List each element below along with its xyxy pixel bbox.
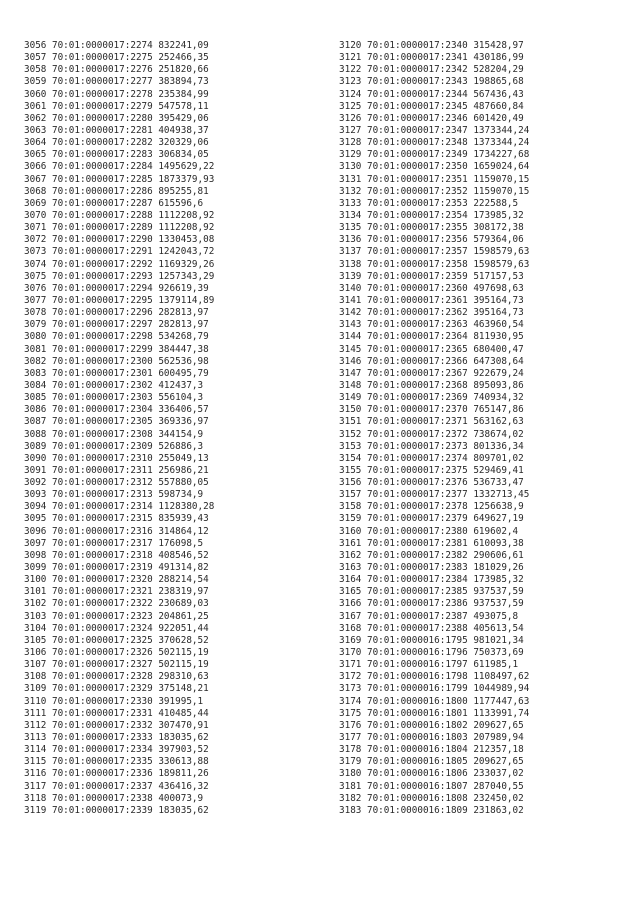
list-item: 3091 70:01:0000017:2311 256986,21 — [24, 464, 209, 476]
list-item: 3136 70:01:0000017:2356 579364,06 — [339, 234, 524, 246]
list-item: 3175 70:01:0000016:1801 1133991,74 — [339, 707, 530, 719]
list-item: 3071 70:01:0000017:2289 1112208,92 — [24, 222, 215, 234]
list-item: 3173 70:01:0000016:1799 1044989,94 — [339, 683, 530, 695]
list-item: 3103 70:01:0000017:2323 204861,25 — [24, 610, 209, 622]
list-item: 3176 70:01:0000016:1802 209627,65 — [339, 719, 524, 731]
list-item: 3162 70:01:0000017:2382 290606,61 — [339, 549, 524, 561]
list-item: 3105 70:01:0000017:2325 370628,52 — [24, 634, 209, 646]
list-item: 3111 70:01:0000017:2331 410485,44 — [24, 707, 209, 719]
list-item: 3147 70:01:0000017:2367 922679,24 — [339, 367, 524, 379]
list-item: 3163 70:01:0000017:2383 181029,26 — [339, 562, 524, 574]
list-item: 3058 70:01:0000017:2276 251820,66 — [24, 64, 209, 76]
list-item: 3171 70:01:0000016:1797 611985,1 — [339, 659, 519, 671]
list-item: 3062 70:01:0000017:2280 395429,06 — [24, 112, 209, 124]
left-column — [24, 40, 214, 817]
list-item: 3152 70:01:0000017:2372 738674,02 — [339, 428, 524, 440]
list-item: 3148 70:01:0000017:2368 895093,86 — [339, 379, 524, 391]
list-item: 3150 70:01:0000017:2370 765147,86 — [339, 404, 524, 416]
list-item: 3124 70:01:0000017:2344 567436,43 — [339, 88, 524, 100]
list-item: 3127 70:01:0000017:2347 1373344,24 — [339, 124, 530, 136]
list-item: 3076 70:01:0000017:2294 926619,39 — [24, 282, 209, 294]
list-item: 3145 70:01:0000017:2365 680400,47 — [339, 343, 524, 355]
list-item: 3164 70:01:0000017:2384 173985,32 — [339, 574, 524, 586]
list-item: 3061 70:01:0000017:2279 547578,11 — [24, 100, 209, 112]
list-item: 3114 70:01:0000017:2334 397903,52 — [24, 744, 209, 756]
list-item: 3073 70:01:0000017:2291 1242043,72 — [24, 246, 215, 258]
list-item: 3099 70:01:0000017:2319 491314,82 — [24, 562, 209, 574]
list-item: 3160 70:01:0000017:2380 619602,4 — [339, 525, 519, 537]
list-item: 3120 70:01:0000017:2340 315428,97 — [339, 40, 524, 51]
list-item: 3108 70:01:0000017:2328 298310,63 — [24, 671, 209, 683]
list-item: 3181 70:01:0000016:1807 287040,55 — [339, 780, 524, 792]
list-item: 3100 70:01:0000017:2320 288214,54 — [24, 574, 209, 586]
list-item: 3086 70:01:0000017:2304 336406,57 — [24, 404, 209, 416]
list-item: 3109 70:01:0000017:2329 375148,21 — [24, 683, 209, 695]
list-item: 3079 70:01:0000017:2297 282813,97 — [24, 319, 209, 331]
list-item: 3101 70:01:0000017:2321 238319,97 — [24, 586, 209, 598]
list-item: 3066 70:01:0000017:2284 1495629,22 — [24, 161, 215, 173]
list-item: 3140 70:01:0000017:2360 497698,63 — [339, 282, 524, 294]
list-item: 3129 70:01:0000017:2349 1734227,68 — [339, 149, 530, 161]
list-item: 3130 70:01:0000017:2350 1659024,64 — [339, 161, 530, 173]
list-item: 3146 70:01:0000017:2366 647308,64 — [339, 355, 524, 367]
list-item: 3107 70:01:0000017:2327 502115,19 — [24, 659, 209, 671]
list-item: 3098 70:01:0000017:2318 408546,52 — [24, 549, 209, 561]
list-item: 3110 70:01:0000017:2330 391995,1 — [24, 695, 204, 707]
list-item: 3068 70:01:0000017:2286 895255,81 — [24, 185, 209, 197]
list-item: 3134 70:01:0000017:2354 173985,32 — [339, 209, 524, 221]
list-item: 3122 70:01:0000017:2342 528204,29 — [339, 64, 524, 76]
list-item: 3174 70:01:0000016:1800 1177447,63 — [339, 695, 530, 707]
list-item: 3183 70:01:0000016:1809 231863,02 — [339, 804, 524, 816]
list-item: 3077 70:01:0000017:2295 1379114,89 — [24, 294, 215, 306]
list-item: 3149 70:01:0000017:2369 740934,32 — [339, 392, 524, 404]
list-item: 3170 70:01:0000016:1796 750373,69 — [339, 647, 524, 659]
list-item: 3159 70:01:0000017:2379 649627,19 — [339, 513, 524, 525]
list-item: 3180 70:01:0000016:1806 233037,02 — [339, 768, 524, 780]
list-item: 3172 70:01:0000016:1798 1108497,62 — [339, 671, 530, 683]
list-item: 3142 70:01:0000017:2362 395164,73 — [339, 307, 524, 319]
list-item: 3154 70:01:0000017:2374 809701,02 — [339, 452, 524, 464]
list-item: 3078 70:01:0000017:2296 282813,97 — [24, 307, 209, 319]
list-item: 3083 70:01:0000017:2301 600495,79 — [24, 367, 209, 379]
list-item: 3094 70:01:0000017:2314 1128380,28 — [24, 501, 215, 513]
list-item: 3074 70:01:0000017:2292 1169329,26 — [24, 258, 215, 270]
list-item: 3128 70:01:0000017:2348 1373344,24 — [339, 137, 530, 149]
list-item: 3116 70:01:0000017:2336 189811,26 — [24, 768, 209, 780]
list-item: 3070 70:01:0000017:2288 1112208,92 — [24, 209, 215, 221]
list-item: 3104 70:01:0000017:2324 922051,44 — [24, 622, 209, 634]
list-item: 3118 70:01:0000017:2338 400073,9 — [24, 792, 204, 804]
list-item: 3179 70:01:0000016:1805 209627,65 — [339, 756, 524, 768]
list-item: 3166 70:01:0000017:2386 937537,59 — [339, 598, 524, 610]
list-item: 3117 70:01:0000017:2337 436416,32 — [24, 780, 209, 792]
right-column — [339, 40, 529, 817]
list-item: 3169 70:01:0000016:1795 981021,34 — [339, 634, 524, 646]
list-item: 3151 70:01:0000017:2371 563162,63 — [339, 416, 524, 428]
list-item: 3072 70:01:0000017:2290 1330453,08 — [24, 234, 215, 246]
list-item: 3138 70:01:0000017:2358 1598579,63 — [339, 258, 530, 270]
list-item: 3065 70:01:0000017:2283 306834,05 — [24, 149, 209, 161]
list-item: 3102 70:01:0000017:2322 230689,03 — [24, 598, 209, 610]
list-item: 3143 70:01:0000017:2363 463960,54 — [339, 319, 524, 331]
list-item: 3059 70:01:0000017:2277 383894,73 — [24, 76, 209, 88]
list-item: 3137 70:01:0000017:2357 1598579,63 — [339, 246, 530, 258]
list-item: 3161 70:01:0000017:2381 610093,38 — [339, 537, 524, 549]
list-item: 3064 70:01:0000017:2282 320329,06 — [24, 137, 209, 149]
list-item: 3081 70:01:0000017:2299 384447,38 — [24, 343, 209, 355]
list-item: 3093 70:01:0000017:2313 598734,9 — [24, 489, 204, 501]
list-item: 3119 70:01:0000017:2339 183035,62 — [24, 804, 209, 816]
list-item: 3126 70:01:0000017:2346 601420,49 — [339, 112, 524, 124]
list-item: 3177 70:01:0000016:1803 207989,94 — [339, 732, 524, 744]
list-item: 3084 70:01:0000017:2302 412437,3 — [24, 379, 204, 391]
list-item: 3144 70:01:0000017:2364 811930,95 — [339, 331, 524, 343]
list-item: 3153 70:01:0000017:2373 801336,34 — [339, 440, 524, 452]
list-item: 3141 70:01:0000017:2361 395164,73 — [339, 294, 524, 306]
list-item: 3123 70:01:0000017:2343 198865,68 — [339, 76, 524, 88]
list-item: 3082 70:01:0000017:2300 562536,98 — [24, 355, 209, 367]
list-item: 3075 70:01:0000017:2293 1257343,29 — [24, 270, 215, 282]
list-item: 3155 70:01:0000017:2375 529469,41 — [339, 464, 524, 476]
list-item: 3167 70:01:0000017:2387 493075,8 — [339, 610, 519, 622]
list-item: 3063 70:01:0000017:2281 404938,37 — [24, 124, 209, 136]
list-item: 3112 70:01:0000017:2332 307470,91 — [24, 719, 209, 731]
list-item: 3088 70:01:0000017:2308 344154,9 — [24, 428, 204, 440]
list-item: 3125 70:01:0000017:2345 487660,84 — [339, 100, 524, 112]
list-item: 3056 70:01:0000017:2274 832241,09 — [24, 40, 209, 51]
list-item: 3080 70:01:0000017:2298 534268,79 — [24, 331, 209, 343]
list-item: 3106 70:01:0000017:2326 502115,19 — [24, 647, 209, 659]
list-item: 3096 70:01:0000017:2316 314864,12 — [24, 525, 209, 537]
list-item: 3133 70:01:0000017:2353 222588,5 — [339, 197, 519, 209]
list-item: 3121 70:01:0000017:2341 430186,99 — [339, 52, 524, 64]
list-item: 3139 70:01:0000017:2359 517157,53 — [339, 270, 524, 282]
list-item: 3089 70:01:0000017:2309 526886,3 — [24, 440, 204, 452]
list-item: 3095 70:01:0000017:2315 835939,43 — [24, 513, 209, 525]
list-item: 3182 70:01:0000016:1808 232450,02 — [339, 792, 524, 804]
list-item: 3069 70:01:0000017:2287 615596,6 — [24, 197, 204, 209]
list-item: 3132 70:01:0000017:2352 1159070,15 — [339, 185, 530, 197]
list-item: 3113 70:01:0000017:2333 183035,62 — [24, 732, 209, 744]
list-item: 3135 70:01:0000017:2355 308172,38 — [339, 222, 524, 234]
list-item: 3087 70:01:0000017:2305 369336,97 — [24, 416, 209, 428]
list-item: 3067 70:01:0000017:2285 1873379,93 — [24, 173, 215, 185]
list-item: 3115 70:01:0000017:2335 330613,88 — [24, 756, 209, 768]
list-item: 3131 70:01:0000017:2351 1159070,15 — [339, 173, 530, 185]
list-item: 3097 70:01:0000017:2317 176098,5 — [24, 537, 204, 549]
list-item: 3057 70:01:0000017:2275 252466,35 — [24, 52, 209, 64]
list-item: 3168 70:01:0000017:2388 405613,54 — [339, 622, 524, 634]
list-item: 3165 70:01:0000017:2385 937537,59 — [339, 586, 524, 598]
list-item: 3157 70:01:0000017:2377 1332713,45 — [339, 489, 530, 501]
list-item: 3156 70:01:0000017:2376 536733,47 — [339, 477, 524, 489]
list-item: 3085 70:01:0000017:2303 556104,3 — [24, 392, 204, 404]
list-item: 3178 70:01:0000016:1804 212357,18 — [339, 744, 524, 756]
list-item: 3158 70:01:0000017:2378 1256638,9 — [339, 501, 524, 513]
list-item: 3060 70:01:0000017:2278 235384,99 — [24, 88, 209, 100]
list-item: 3090 70:01:0000017:2310 255049,13 — [24, 452, 209, 464]
list-item: 3092 70:01:0000017:2312 557880,05 — [24, 477, 209, 489]
